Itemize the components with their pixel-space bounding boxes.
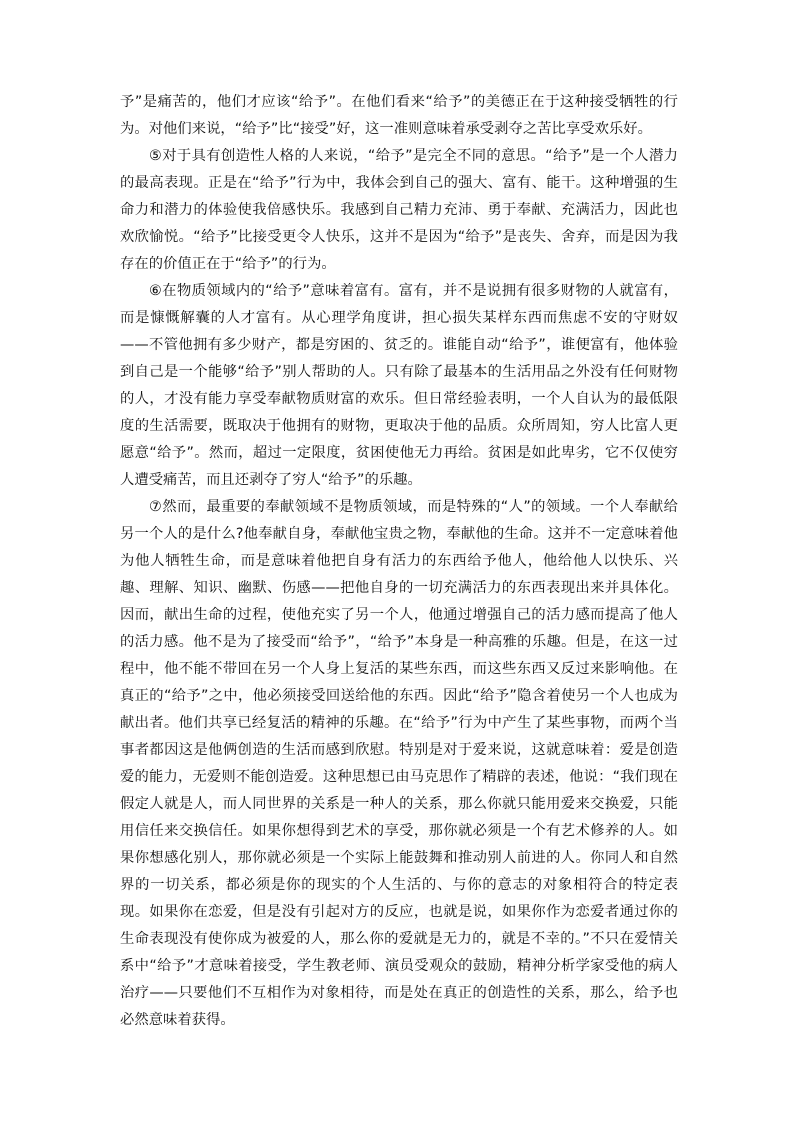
paragraph-continued: 予”是痛苦的，他们才应该“给予”。在他们看来“给予”的美德正在于这种接受牺牲的行为。对他们来说，“给予”比“接受”好，这一准则意味着承受剥夺之苦比享受欢乐好。 [120, 94, 678, 137]
paragraph-6: ⑥在物质领域内的“给予”意味着富有。富有，并不是说拥有很多财物的人就富有，而是慷慨解囊的人才富有。从心理学角度讲，担心损失某样东西而焦虑不安的守财奴——不管他拥有多少财产，都是穷困的、贫乏的。谁能自动“给予”，谁便富有，他体验到自己是一个能够“给予”别人帮助的人。只有除了最基本的生活用品之外没有任何财物的人，才没有能力享受奉献物质财富的欢乐。但日常经验表明，一个人自认为的最低限度的生活需要，既取决于他拥有的财物，更取决于他的品质。众所周知，穷人比富人更愿意“给予”。然而，超过一定限度，贫困使他无力再给。贫困是如此卑劣，它不仅使穷人遭受痛苦，而且还剥夺了穷人“给予”的乐趣。 [120, 283, 678, 488]
paragraph-7: ⑦然而，最重要的奉献领域不是物质领域，而是特殊的“人”的领域。一个人奉献给另一个人的是什么?他奉献自身，奉献他宝贵之物，奉献他的生命。这并不一定意味着他为他人牺牲生命，而是意味着他把自身有活力的东西给予他人，他给他人以快乐、兴趣、理解、知识、幽默、伤感——把他自身的一切充满活力的东西表现出来并具体化。因而，献出生命的过程，使他充实了另一个人，他通过增强自己的活力感而提高了他人的活力感。他不是为了接受而“给予”，“给予”本身是一种高雅的乐趣。但是，在这一过程中，他不能不带回在另一个人身上复活的某些东西，而这些东西又反过来影响他。在真正的“给予”之中，他必须接受回送给他的东西。因此“给予”隐含着使另一个人也成为献出者。他们共享已经复活的精神的乐趣。在“给予”行为中产生了某些事物，而两个当事者都因这是他俩创造的生活而感到欣慰。特别是对于爱来说，这就意味着：爱是创造爱的能力，无爱则不能创造爱。这种思想已由马克思作了精辟的表述，他说：“我们现在假定人就是人，而人同世界的关系是一种人的关系，那么你就只能用爱来交换爱，只能用信任来交换信任。如果你想得到艺术的享受，那你就必须是一个有艺术修养的人。如果你想感化别人，那你就必须是一个实际上能鼓舞和推动别人前进的人。你同人和自然界的一切关系，都必须是你的现实的个人生活的、与你的意志的对象相符合的特定表现。如果你在恋爱，但是没有引起对方的反应，也就是说，如果你作为恋爱者通过你的生命表现没有使你成为被爱的人，那么你的爱就是无力的，就是不幸的。”不只在爱情关系中“给予”才意味着接受，学生教老师、演员受观众的鼓励，精神分析学家受他的病人治疗——只要他们不互相作为对象相待，而是处在真正的创造性的关系，那么，给予也必然意味着获得。 [120, 499, 678, 1028]
paragraph-5: ⑤对于具有创造性人格的人来说，“给予”是完全不同的意思。“给予”是一个人潜力的最高表现。正是在“给予”行为中，我体会到自己的强大、富有、能干。这种增强的生命力和潜力的体验使我倍感快乐。我感到自己精力充沛、勇于奉献、充满活力，因此也欢欣愉悦。“给予”比接受更令人快乐，这并不是因为“给予”是丧失、舍弃，而是因为我存在的价值正在于“给予”的行为。 [120, 148, 678, 272]
document-page [120, 89, 678, 1034]
